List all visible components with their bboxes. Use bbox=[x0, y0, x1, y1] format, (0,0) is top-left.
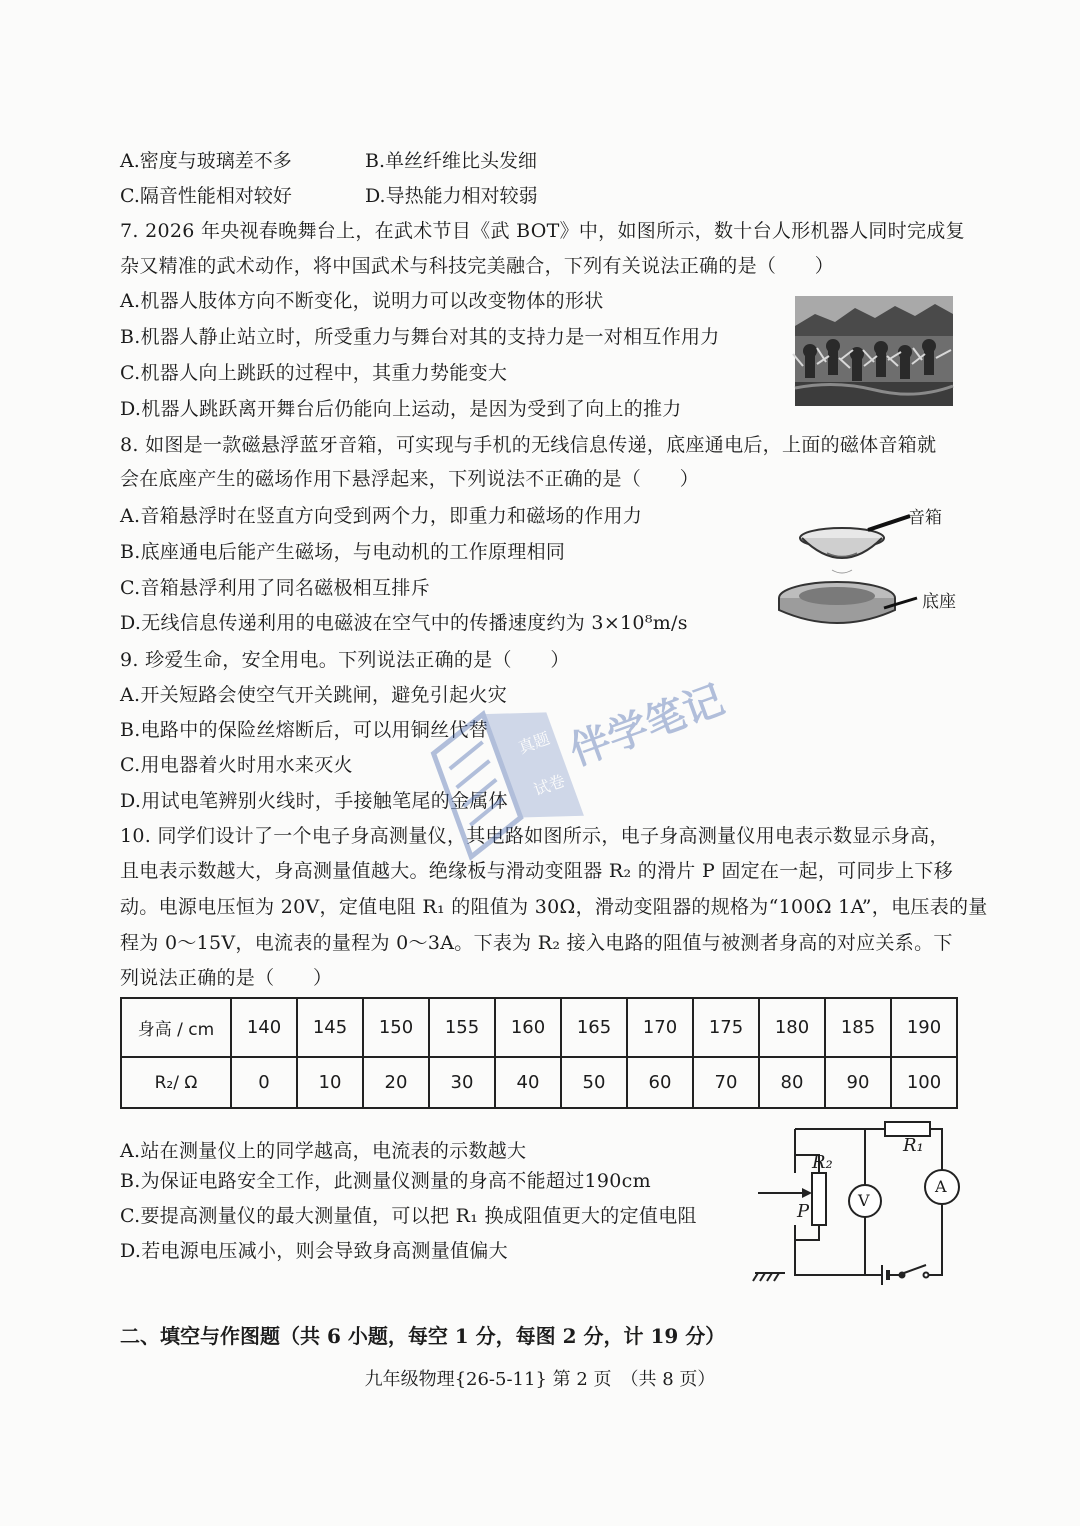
table-cell: 150 bbox=[363, 998, 429, 1057]
q8-option-a: A.音箱悬浮时在竖直方向受到两个力，即重力和磁场的作用力 bbox=[120, 505, 643, 527]
q9-option-c: C.用电器着火时用水来灭火 bbox=[120, 754, 353, 776]
q10-stem-line4: 程为 0～15V，电流表的量程为 0～3A。下表为 R₂ 接入电路的阻值与被测者身高的对应关系。下 bbox=[120, 932, 953, 954]
q7-stem-line2: 杂又精准的武术动作，将中国武术与科技完美融合，下列有关说法正确的是（ ） bbox=[120, 255, 835, 277]
table-header-height: 身高 / cm bbox=[121, 998, 231, 1057]
q10-stem-line2: 且电表示数越大，身高测量值越大。绝缘板与滑动变阻器 R₂ 的滑片 P 固定在一起，可同步上下移 bbox=[120, 860, 953, 882]
speaker-label: 音箱 bbox=[908, 508, 942, 528]
q10-stem-line1: 10. 同学们设计了一个电子身高测量仪，其电路如图所示，电子身高测量仪用电表示数显示身高， bbox=[120, 825, 949, 847]
q7-option-a: A.机器人肢体方向不断变化，说明力可以改变物体的形状 bbox=[120, 290, 604, 312]
base-label: 底座 bbox=[922, 592, 956, 612]
q7-option-c: C.机器人向上跳跃的过程中，其重力势能变大 bbox=[120, 362, 508, 384]
circuit-label-a: A bbox=[935, 1177, 947, 1196]
table-cell: 180 bbox=[759, 998, 825, 1057]
watermark-logo bbox=[420, 650, 731, 854]
height-resistance-table bbox=[120, 997, 958, 1109]
q8-stem-line1: 8. 如图是一款磁悬浮蓝牙音箱，可实现与手机的无线信息传递，底座通电后，上面的磁体音箱就 bbox=[120, 434, 937, 456]
robot-performance-photo bbox=[795, 296, 953, 406]
q6-option-b: B.单丝纤维比头发细 bbox=[365, 150, 538, 172]
watermark-book-text2: 试卷 bbox=[531, 770, 568, 800]
table-header-resistance: R₂/ Ω bbox=[121, 1057, 231, 1108]
table-cell: 100 bbox=[891, 1057, 957, 1108]
watermark-text: 伴学笔记 bbox=[563, 676, 731, 775]
section-heading: 二、填空与作图题（共 6 小题，每空 1 分，每图 2 分，计 19 分） bbox=[120, 1324, 726, 1348]
q7-stem-line1: 7. 2026 年央视春晚舞台上，在武术节目《武 BOT》中，如图所示，数十台人形机器人同时完成复 bbox=[120, 220, 965, 242]
q9-option-d: D.用试电笔辨别火线时，手接触笔尾的金属体 bbox=[120, 790, 508, 812]
table-cell: 70 bbox=[693, 1057, 759, 1108]
table-row bbox=[121, 1057, 957, 1108]
table-row bbox=[121, 998, 957, 1057]
q7-option-b: B.机器人静止站立时，所受重力与舞台对其的支持力是一对相互作用力 bbox=[120, 326, 720, 348]
q9-option-a: A.开关短路会使空气开关跳闸，避免引起火灾 bbox=[120, 684, 508, 706]
q6-option-a: A.密度与玻璃差不多 bbox=[120, 150, 292, 172]
table-cell: 60 bbox=[627, 1057, 693, 1108]
circuit-label-p: P bbox=[797, 1201, 810, 1222]
q8-stem-line2: 会在底座产生的磁场作用下悬浮起来，下列说法不正确的是（ ） bbox=[120, 468, 700, 490]
table-cell: 175 bbox=[693, 998, 759, 1057]
circuit-label-r2: R₂ bbox=[812, 1152, 833, 1173]
table-cell: 80 bbox=[759, 1057, 825, 1108]
page-footer: 九年级物理{26-5-11} 第 2 页 （共 8 页） bbox=[364, 1369, 716, 1390]
watermark-book-text1: 真题 bbox=[515, 728, 553, 758]
q8-option-b: B.底座通电后能产生磁场，与电动机的工作原理相同 bbox=[120, 541, 566, 563]
table-cell: 50 bbox=[561, 1057, 627, 1108]
table-cell: 160 bbox=[495, 998, 561, 1057]
q9-stem: 9. 珍爱生命，安全用电。下列说法正确的是（ ） bbox=[120, 649, 570, 671]
q10-option-a: A.站在测量仪上的同学越高，电流表的示数越大 bbox=[120, 1140, 527, 1162]
rheostat-r2-symbol bbox=[812, 1173, 826, 1225]
circuit-label-v: V bbox=[858, 1191, 870, 1210]
q10-stem-line3: 动。电源电压恒为 20V，定值电阻 R₁ 的阻值为 30Ω，滑动变阻器的规格为“100Ω 1A”，电压表的量 bbox=[120, 896, 988, 918]
q6-option-d: D.导热能力相对较弱 bbox=[365, 185, 538, 207]
q7-option-d: D.机器人跳跃离开舞台后仍能向上运动，是因为受到了向上的推力 bbox=[120, 398, 682, 420]
q6-option-c: C.隔音性能相对较好 bbox=[120, 185, 292, 207]
table-cell: 185 bbox=[825, 998, 891, 1057]
q10-option-c: C.要提高测量仪的最大测量值，可以把 R₁ 换成阻值更大的定值电阻 bbox=[120, 1205, 697, 1227]
table-cell: 90 bbox=[825, 1057, 891, 1108]
q10-option-b: B.为保证电路安全工作，此测量仪测量的身高不能超过190cm bbox=[120, 1170, 651, 1192]
q10-stem-line5: 列说法正确的是（ ） bbox=[120, 967, 333, 989]
maglev-speaker-figure bbox=[772, 498, 972, 643]
table-cell: 190 bbox=[891, 998, 957, 1057]
q8-option-d: D.无线信息传递利用的电磁波在空气中的传播速度约为 3×10⁸m/s bbox=[120, 612, 688, 634]
table-cell: 20 bbox=[363, 1057, 429, 1108]
q9-option-b: B.电路中的保险丝熔断后，可以用铜丝代替 bbox=[120, 719, 489, 741]
table-cell: 40 bbox=[495, 1057, 561, 1108]
table-cell: 140 bbox=[231, 998, 297, 1057]
q10-option-d: D.若电源电压减小，则会导致身高测量值偏大 bbox=[120, 1240, 508, 1262]
table-cell: 145 bbox=[297, 998, 363, 1057]
table-cell: 0 bbox=[231, 1057, 297, 1108]
table-cell: 10 bbox=[297, 1057, 363, 1108]
table-cell: 170 bbox=[627, 998, 693, 1057]
table-cell: 30 bbox=[429, 1057, 495, 1108]
circuit-label-r1: R₁ bbox=[903, 1135, 924, 1156]
table-cell: 155 bbox=[429, 998, 495, 1057]
q8-option-c: C.音箱悬浮利用了同名磁极相互排斥 bbox=[120, 577, 431, 599]
table-cell: 165 bbox=[561, 998, 627, 1057]
